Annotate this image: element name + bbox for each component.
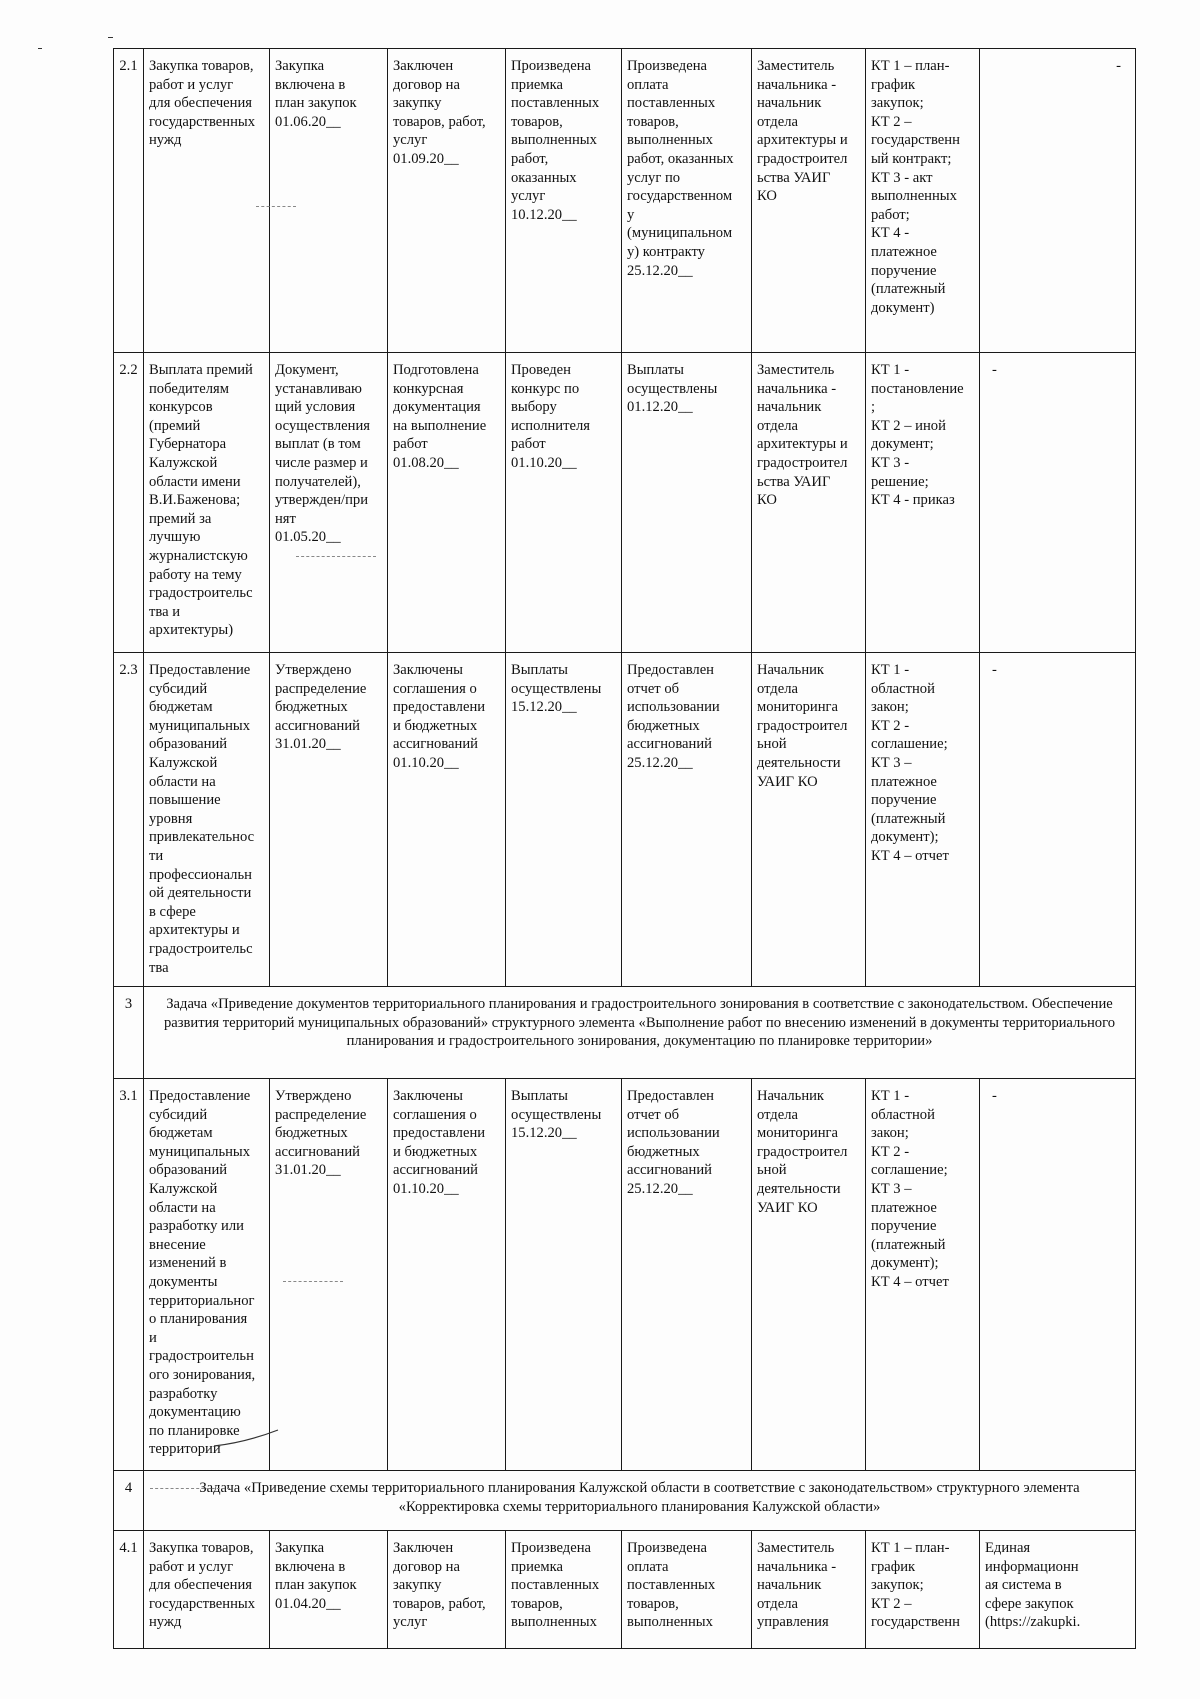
- responsible-cell: Заместитель начальника - начальник отдела архитектуры и градостроител ьства УАИГ КО: [752, 49, 866, 353]
- task-description: Задача «Приведение документов территориального планирования и градостроительного зонирования в соответствие с законодательством. Обеспечение развития территорий муниципальных образований» структурного элемента «Выполнение работ по внесению изменений в документы территориального планирования и градостроительного зонирования, документацию по планировке территории»: [144, 987, 1136, 1079]
- scan-stroke: [283, 1281, 343, 1282]
- control-type-cell: КТ 1 – план- график закупок; КТ 2 – государственн ый контракт; КТ 3 - акт выполненных работ; КТ 4 - платежное поручение (платежный документ): [866, 49, 980, 353]
- scan-mark: [38, 48, 42, 49]
- responsible-cell: Заместитель начальника - начальник отдела архитектуры и градостроител ьства УАИГ КО: [752, 353, 866, 653]
- control-point-4-cell: Предоставлен отчет об использовании бюджетных ассигнований 25.12.20__: [622, 653, 752, 987]
- control-point-1-cell: Утверждено распределение бюджетных ассигнований 31.01.20__: [270, 1079, 388, 1471]
- responsible-cell: Начальник отдела мониторинга градостроител ьной деятельности УАИГ КО: [752, 653, 866, 987]
- table-row: [114, 1079, 1136, 1471]
- table-row: [114, 653, 1136, 987]
- control-point-3-cell: Произведена приемка поставленных товаров, выполненных работ, оказанных услуг 10.12.20__: [506, 49, 622, 353]
- event-name-cell: Предоставление субсидий бюджетам муниципальных образований Калужской области на разработку или внесение изменений в документы территориальног о планирования и градостроительн ого зонирования, разработку документацию по планировке территории: [144, 1079, 270, 1471]
- control-point-2-cell: Заключены соглашения о предоставлени и бюджетных ассигнований 01.10.20__: [388, 1079, 506, 1471]
- control-type-cell: КТ 1 - областной закон; КТ 2 - соглашение; КТ 3 – платежное поручение (платежный документ); КТ 4 – отчет: [866, 1079, 980, 1471]
- info-system-cell: -: [980, 653, 1136, 987]
- responsible-cell: Заместитель начальника - начальник отдела управления: [752, 1531, 866, 1649]
- scan-mark: [108, 37, 113, 38]
- control-point-4-cell: Произведена оплата поставленных товаров, выполненных работ, оказанных услуг по государственном у (муниципальном у) контракту 25.12.20__: [622, 49, 752, 353]
- row-number: 4.1: [114, 1531, 144, 1649]
- control-point-1-cell: Закупка включена в план закупок 01.06.20__: [270, 49, 388, 353]
- control-type-cell: КТ 1 – план- график закупок; КТ 2 – государственн: [866, 1531, 980, 1649]
- table-row: [114, 49, 1136, 353]
- control-point-2-cell: Заключен договор на закупку товаров, работ, услуг 01.09.20__: [388, 49, 506, 353]
- event-name-cell: Предоставление субсидий бюджетам муниципальных образований Калужской области на повышение уровня привлекательнос ти профессиональн ой деятельности в сфере архитектуры и градостроительс тва: [144, 653, 270, 987]
- table-row: [114, 353, 1136, 653]
- info-system-cell: Единая информационн ая система в сфере закупок (https://zakupki.: [980, 1531, 1136, 1649]
- scan-stroke: [296, 556, 376, 557]
- scan-stroke: [256, 206, 296, 207]
- control-point-2-cell: Подготовлена конкурсная документация на выполнение работ 01.08.20__: [388, 353, 506, 653]
- task-row: [114, 1471, 1136, 1531]
- control-point-4-cell: Произведена оплата поставленных товаров, выполненных: [622, 1531, 752, 1649]
- control-point-3-cell: Произведена приемка поставленных товаров, выполненных: [506, 1531, 622, 1649]
- task-number: 3: [114, 987, 144, 1079]
- control-point-3-cell: Выплаты осуществлены 15.12.20__: [506, 1079, 622, 1471]
- control-point-2-cell: Заключены соглашения о предоставлени и бюджетных ассигнований 01.10.20__: [388, 653, 506, 987]
- row-number: 2.2: [114, 353, 144, 653]
- control-type-cell: КТ 1 - областной закон; КТ 2 - соглашение; КТ 3 – платежное поручение (платежный документ); КТ 4 – отчет: [866, 653, 980, 987]
- control-point-1-cell: Закупка включена в план закупок 01.04.20__: [270, 1531, 388, 1649]
- info-system-cell: -: [980, 1079, 1136, 1471]
- scan-stroke: [150, 1488, 230, 1489]
- info-system-cell: -: [980, 49, 1136, 353]
- row-number: 3.1: [114, 1079, 144, 1471]
- event-name-cell: Выплата премий победителям конкурсов (премий Губернатора Калужской области имени В.И.Баженова; премий за лучшую журналистскую работу на тему градостроительс тва и архитектуры): [144, 353, 270, 653]
- plan-table: [113, 48, 1136, 1649]
- pen-stroke: [212, 1426, 282, 1450]
- event-name-cell: Закупка товаров, работ и услуг для обеспечения государственных нужд: [144, 1531, 270, 1649]
- row-number: 2.1: [114, 49, 144, 353]
- responsible-cell: Начальник отдела мониторинга градостроител ьной деятельности УАИГ КО: [752, 1079, 866, 1471]
- control-point-3-cell: Проведен конкурс по выбору исполнителя работ 01.10.20__: [506, 353, 622, 653]
- control-type-cell: КТ 1 - постановление ; КТ 2 – иной документ; КТ 3 - решение; КТ 4 - приказ: [866, 353, 980, 653]
- control-point-2-cell: Заключен договор на закупку товаров, работ, услуг: [388, 1531, 506, 1649]
- task-row: [114, 987, 1136, 1079]
- control-point-4-cell: Выплаты осуществлены 01.12.20__: [622, 353, 752, 653]
- info-system-cell: -: [980, 353, 1136, 653]
- task-number: 4: [114, 1471, 144, 1531]
- control-point-1-cell: Документ, устанавливаю щий условия осуществления выплат (в том числе размер и получателей), утвержден/при нят 01.05.20__: [270, 353, 388, 653]
- table-row: [114, 1531, 1136, 1649]
- event-name-cell: Закупка товаров, работ и услуг для обеспечения государственных нужд: [144, 49, 270, 353]
- control-point-4-cell: Предоставлен отчет об использовании бюджетных ассигнований 25.12.20__: [622, 1079, 752, 1471]
- control-point-1-cell: Утверждено распределение бюджетных ассигнований 31.01.20__: [270, 653, 388, 987]
- task-description: Задача «Приведение схемы территориального планирования Калужской области в соответствие с законодательством» структурного элемента «Корректировка схемы территориального планирования Калужской области»: [144, 1471, 1136, 1531]
- row-number: 2.3: [114, 653, 144, 987]
- control-point-3-cell: Выплаты осуществлены 15.12.20__: [506, 653, 622, 987]
